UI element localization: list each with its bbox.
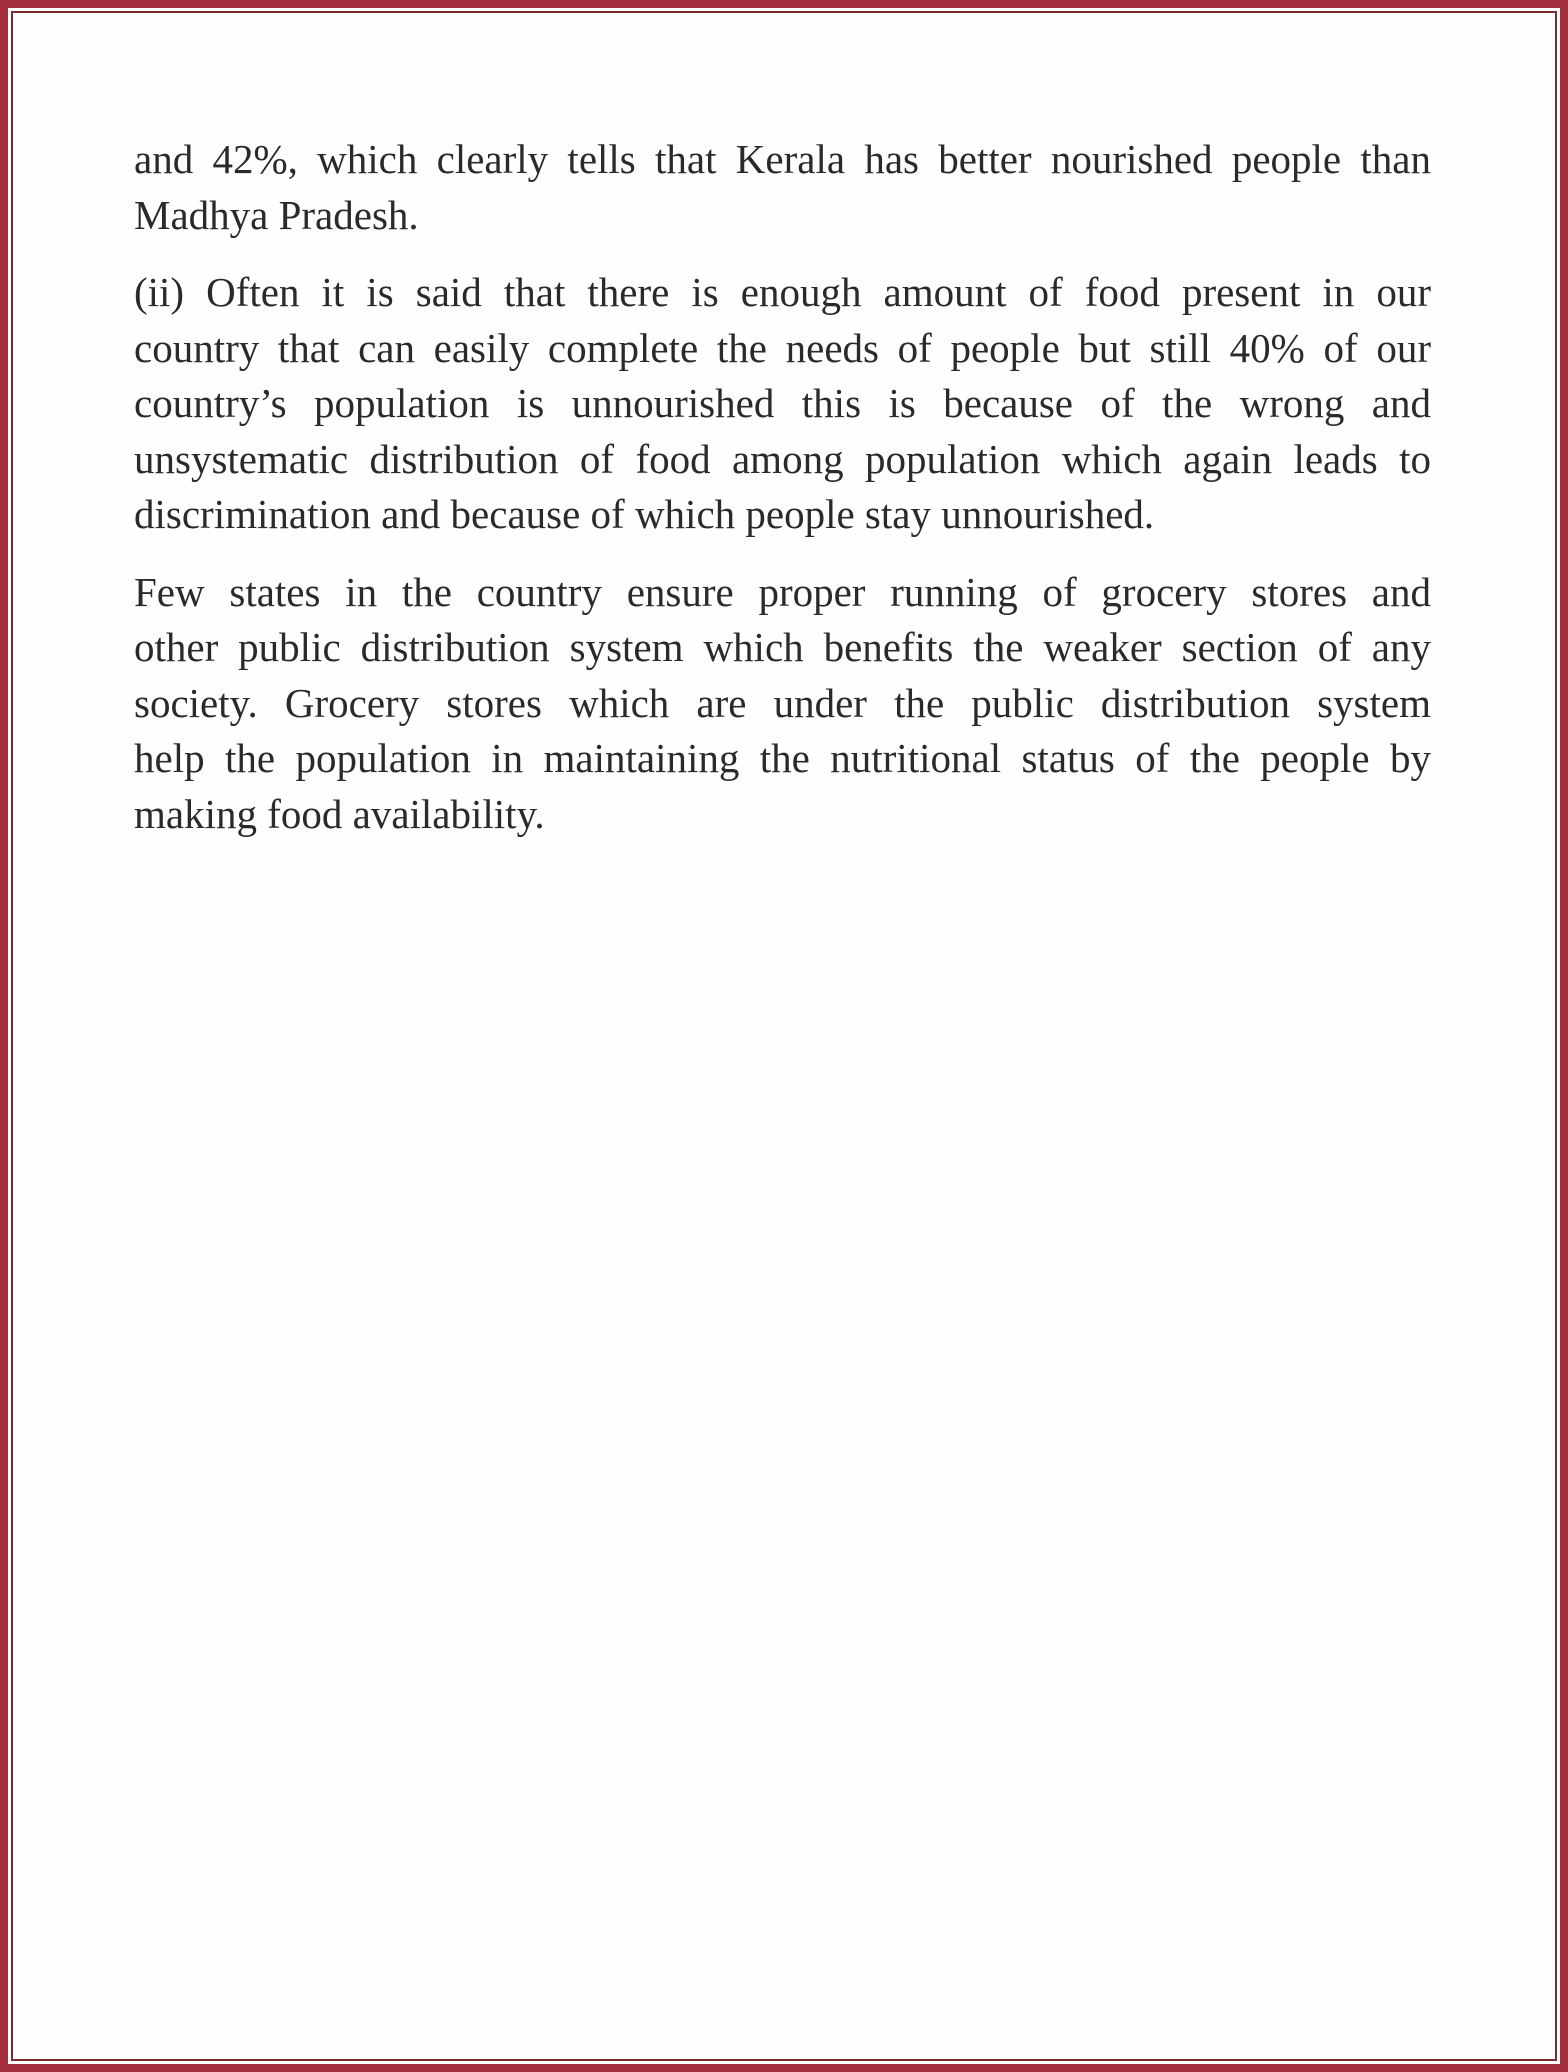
paragraph-food-distribution (134, 265, 1431, 543)
text-line: other public distribution system which benefits the weaker section of any (134, 624, 1431, 670)
text-line: society. Grocery stores which are under the public distribution system (134, 679, 1431, 726)
text-line: (ii) Often it is said that there is enough amount of food present in our (134, 269, 1431, 315)
text-line: country that can easily complete the needs of people but still 40% of our (134, 324, 1431, 371)
text-line: Madhya Pradesh. (134, 191, 419, 238)
text-line: unsystematic distribution of food among population which again leads to (134, 435, 1431, 482)
document-body (134, 132, 1431, 864)
text-line: Few states in the country ensure proper running of grocery stores and (134, 568, 1431, 615)
text-line: making food availability. (134, 790, 545, 837)
text-line: help the population in maintaining the nutritional status of the people by (134, 735, 1431, 781)
paragraph-kerala-comparison (134, 132, 1431, 243)
paragraph-public-distribution (134, 565, 1431, 843)
text-line: discrimination and because of which people stay unnourished. (134, 491, 1155, 537)
text-line: and 42%, which clearly tells that Kerala has better nourished people than (134, 136, 1431, 182)
text-line: country’s population is unnourished this is because of the wrong and (134, 380, 1431, 426)
